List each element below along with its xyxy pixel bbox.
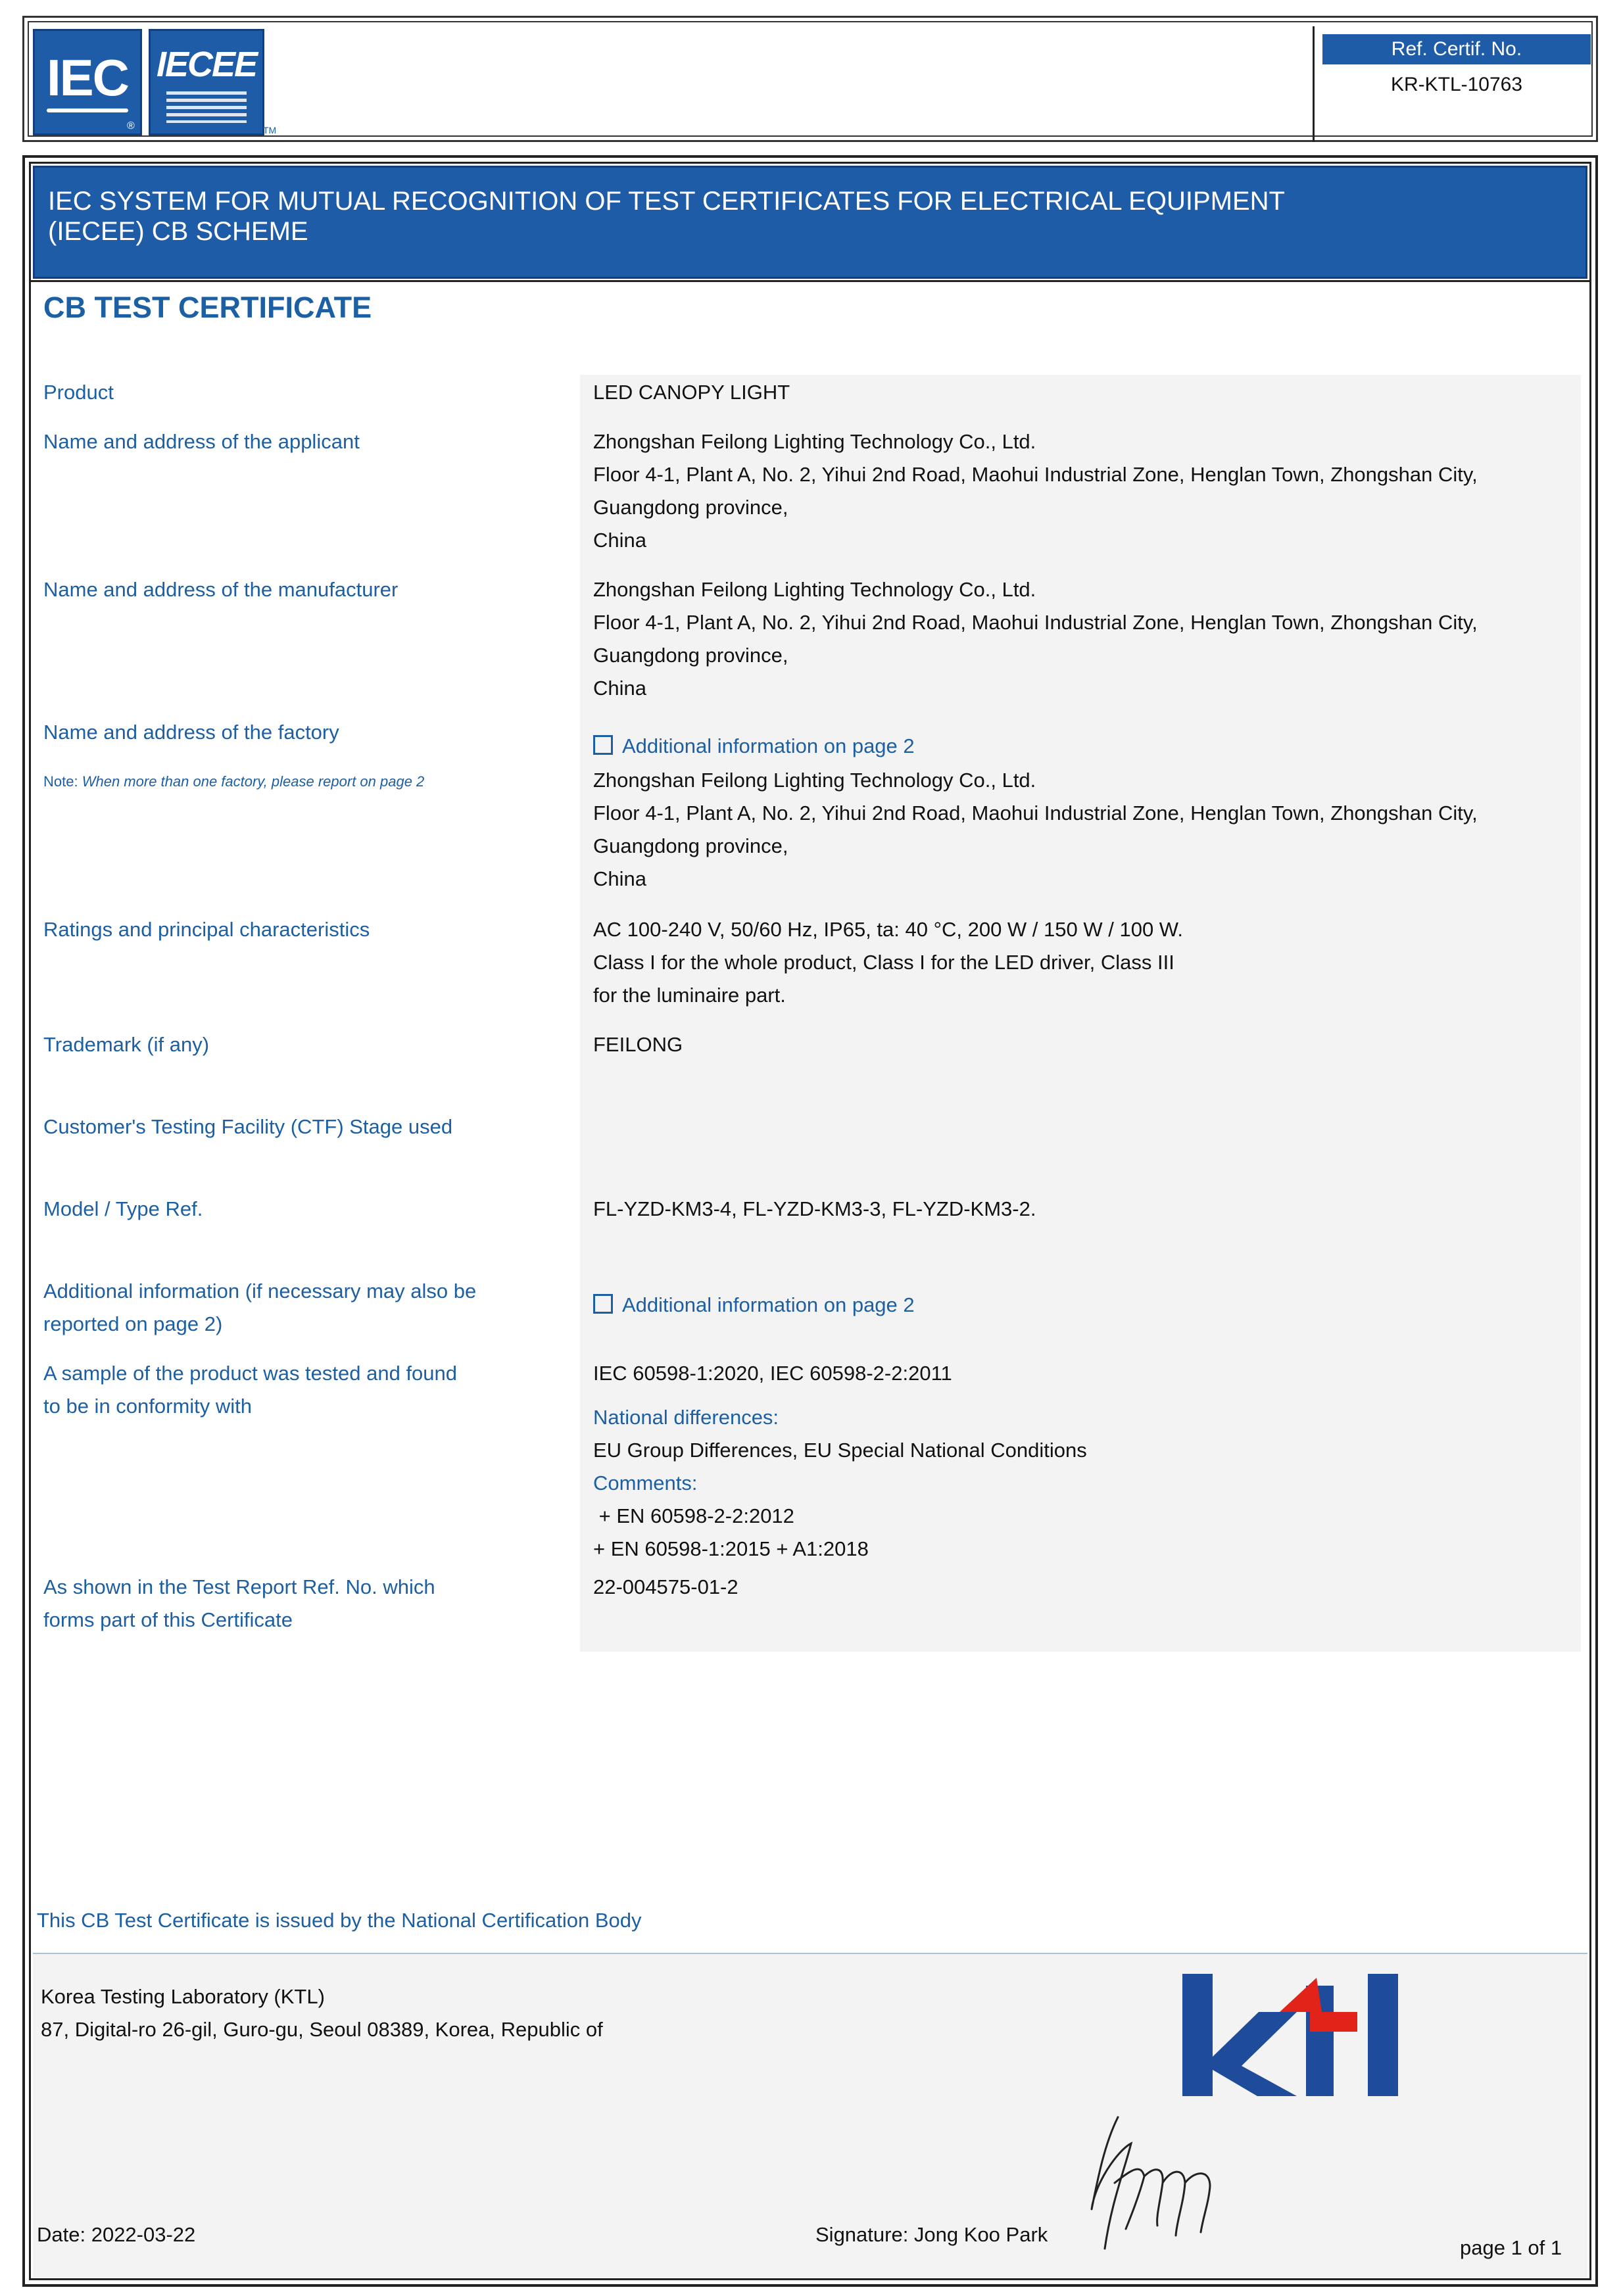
national-differences-label: National differences: [593, 1406, 779, 1429]
manufacturer-line: Zhongshan Feilong Lighting Technology Co., Ltd. [593, 578, 1036, 601]
trademark-label: Trademark (if any) [43, 1033, 210, 1056]
page-number: page 1 of 1 [1460, 2236, 1562, 2259]
manufacturer-line: Floor 4-1, Plant A, No. 2, Yihui 2nd Road, Maohui Industrial Zone, Henglan Town, Zhongshan City, [593, 611, 1478, 634]
banner-line-1: IEC SYSTEM FOR MUTUAL RECOGNITION OF TEST CERTIFICATES FOR ELECTRICAL EQUIPMENT [48, 187, 1285, 216]
ref-certif-box [1313, 26, 1595, 142]
report-value: 22-004575-01-2 [593, 1575, 738, 1598]
product-value: LED CANOPY LIGHT [593, 381, 790, 404]
report-label-line: As shown in the Test Report Ref. No. which [43, 1575, 435, 1598]
ratings-line: for the luminaire part. [593, 984, 786, 1007]
applicant-line: Floor 4-1, Plant A, No. 2, Yihui 2nd Road, Maohui Industrial Zone, Henglan Town, Zhongshan City, [593, 463, 1478, 486]
iecee-logo [149, 29, 264, 135]
applicant-line: China [593, 529, 646, 552]
registered-mark: ® [127, 120, 135, 132]
additional-label-line: reported on page 2) [43, 1312, 223, 1335]
factory-line: Guangdong province, [593, 834, 788, 857]
trademark-value: FEILONG [593, 1033, 683, 1056]
additional-info[interactable] [593, 1289, 915, 1322]
additional-label-line: Additional information (if necessary may also be [43, 1280, 477, 1303]
applicant-line: Guangdong province, [593, 496, 788, 519]
ctf-label: Customer's Testing Facility (CTF) Stage used [43, 1115, 453, 1138]
applicant-line: Zhongshan Feilong Lighting Technology Co., Ltd. [593, 430, 1036, 453]
factory-label: Name and address of the factory [43, 721, 339, 744]
model-label: Model / Type Ref. [43, 1197, 203, 1220]
banner-bottom-rule [29, 280, 1591, 282]
factory-line: China [593, 867, 646, 890]
ktl-logo-graphic [1181, 1971, 1402, 2100]
factory-note [43, 772, 424, 792]
factory-additional-checkbox[interactable] [593, 735, 613, 755]
ref-certif-label: Ref. Certif. No. [1322, 34, 1591, 64]
conformity-label-line: A sample of the product was tested and found [43, 1362, 458, 1385]
issuer-name: Korea Testing Laboratory (KTL) [41, 1985, 325, 2008]
comments-label: Comments: [593, 1471, 698, 1495]
additional-info-text: Additional information on page 2 [622, 1293, 915, 1316]
report-label-line: forms part of this Certificate [43, 1608, 293, 1631]
factory-line: Zhongshan Feilong Lighting Technology Co., Ltd. [593, 769, 1036, 792]
factory-value [593, 764, 1566, 896]
factory-note-text: When more than one factory, please report on page 2 [82, 773, 425, 790]
ratings-line: Class I for the whole product, Class I for the LED driver, Class III [593, 951, 1174, 974]
additional-label [43, 1275, 543, 1341]
certificate-title: CB TEST CERTIFICATE [43, 291, 372, 324]
conformity-label-line: to be in conformity with [43, 1395, 253, 1418]
product-label: Product [43, 381, 114, 404]
signature-line: Signature: Jong Koo Park [815, 2223, 1048, 2246]
iec-logo-swoosh [47, 108, 128, 112]
ktl-logo [1181, 1971, 1402, 2100]
additional-checkbox[interactable] [593, 1294, 613, 1314]
manufacturer-line: China [593, 677, 646, 700]
comment-line: + EN 60598-2-2:2012 [593, 1504, 794, 1527]
banner-line-2: (IECEE) CB SCHEME [48, 217, 308, 246]
factory-note-prefix: Note: [43, 773, 78, 790]
national-differences-value: EU Group Differences, EU Special National Conditions [593, 1439, 1087, 1462]
conformity-value [593, 1357, 1566, 1566]
model-value: FL-YZD-KM3-4, FL-YZD-KM3-3, FL-YZD-KM3-2. [593, 1197, 1036, 1220]
applicant-value [593, 425, 1566, 557]
iecee-logo-bars [166, 91, 247, 123]
manufacturer-line: Guangdong province, [593, 644, 788, 667]
factory-additional-info[interactable] [593, 730, 915, 763]
ref-certif-number: KR-KTL-10763 [1390, 74, 1523, 95]
ratings-value [593, 913, 1566, 1012]
certificate-date: Date: 2022-03-22 [37, 2223, 196, 2246]
trademark-mark: TM [263, 125, 277, 135]
iec-logo-text: IEC [46, 49, 129, 107]
factory-line: Floor 4-1, Plant A, No. 2, Yihui 2nd Road, Maohui Industrial Zone, Henglan Town, Zhongshan City, [593, 801, 1478, 825]
applicant-label: Name and address of the applicant [43, 430, 360, 453]
manufacturer-label: Name and address of the manufacturer [43, 578, 399, 601]
scheme-banner [33, 166, 1587, 279]
iec-logo [33, 29, 142, 135]
ratings-line: AC 100-240 V, 50/60 Hz, IP65, ta: 40 °C, 200 W / 150 W / 100 W. [593, 918, 1183, 941]
issuer-statement: This CB Test Certificate is issued by the National Certification Body [37, 1909, 642, 1932]
ratings-label: Ratings and principal characteristics [43, 918, 370, 941]
comment-line: + EN 60598-1:2015 + A1:2018 [593, 1537, 869, 1560]
issuer-address: 87, Digital-ro 26-gil, Guro-gu, Seoul 08389, Korea, Republic of [41, 2018, 603, 2041]
signature-graphic [1078, 2104, 1249, 2262]
manufacturer-value [593, 573, 1566, 705]
iecee-logo-text: IECEE [156, 45, 257, 84]
report-label [43, 1571, 543, 1637]
conformity-label [43, 1357, 543, 1423]
factory-additional-text: Additional information on page 2 [622, 734, 915, 757]
conformity-standards: IEC 60598-1:2020, IEC 60598-2-2:2011 [593, 1362, 952, 1385]
